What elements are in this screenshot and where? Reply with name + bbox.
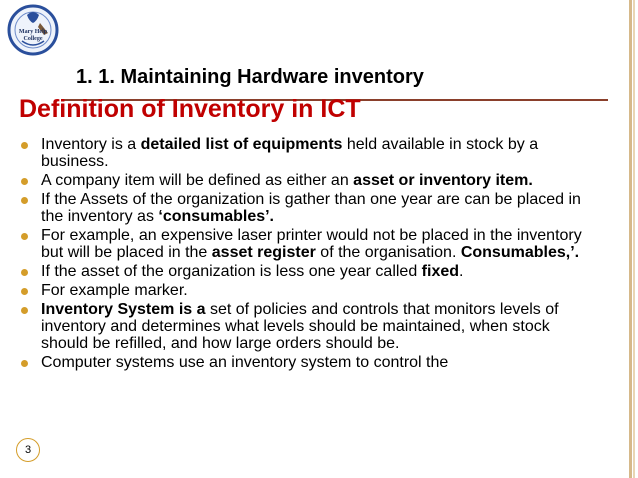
logo-text-line2: College [23, 36, 43, 42]
bullet-text: . [459, 263, 464, 280]
bullet-bold-text: Inventory System is a [41, 301, 206, 318]
bullet-bold-text: detailed list of equipments [140, 136, 343, 153]
bullet-text: held available in stock by a business. [41, 136, 539, 170]
college-logo [2, 3, 64, 61]
bullet-text: A company item will be defined as either an [41, 172, 354, 189]
bullet-dot-icon [21, 233, 28, 240]
bullet-text: Inventory is a [41, 136, 141, 153]
bullet-item [0, 136, 601, 170]
bullet-list [0, 136, 620, 373]
bullet-item [0, 227, 601, 261]
bullet-dot-icon [21, 307, 28, 314]
bullet-bold-text: asset register [211, 244, 316, 261]
bullet-item [0, 191, 601, 225]
bullet-bold-text: ‘consumables’. [158, 208, 274, 225]
bullet-item [0, 172, 601, 189]
bullet-text: set of policies and controls that monitors levels of inventory and determines what levels should be maintained, when stock should be refilled, and how large orders should be. [41, 301, 559, 352]
right-border-decoration [624, 0, 638, 478]
bullet-dot-icon [21, 197, 28, 204]
bullet-dot-icon [21, 178, 28, 185]
slide-title: Definition of Inventory in ICT [19, 95, 361, 123]
bullet-item [0, 354, 601, 371]
bullet-item [0, 282, 601, 299]
logo-text-line1: Mary Help [18, 29, 48, 35]
bullet-dot-icon [21, 269, 28, 276]
bullet-text: For example, an expensive laser printer would not be placed in the inventory but will be placed in the [41, 227, 582, 261]
bullet-bold-text: fixed [421, 263, 460, 280]
bullet-bold-text: Consumables,’. [460, 244, 580, 261]
page-number: 3 [16, 438, 40, 462]
bullet-text: If the asset of the organization is less one year called [41, 263, 422, 280]
slide-heading: 1. 1. Maintaining Hardware inventory [76, 66, 424, 88]
bullet-bold-text: asset or inventory item. [353, 172, 533, 189]
bullet-text: Computer systems use an inventory system to control the [41, 354, 449, 371]
bullet-text: of the organisation. [315, 244, 461, 261]
bullet-dot-icon [21, 142, 28, 149]
bullet-dot-icon [21, 360, 28, 367]
bullet-item [0, 263, 601, 280]
bullet-text: If the Assets of the organization is gather than one year are can be placed in the inventory as [41, 191, 581, 225]
bullet-dot-icon [21, 288, 28, 295]
bullet-item [0, 301, 601, 352]
bullet-text: For example marker. [41, 282, 188, 299]
